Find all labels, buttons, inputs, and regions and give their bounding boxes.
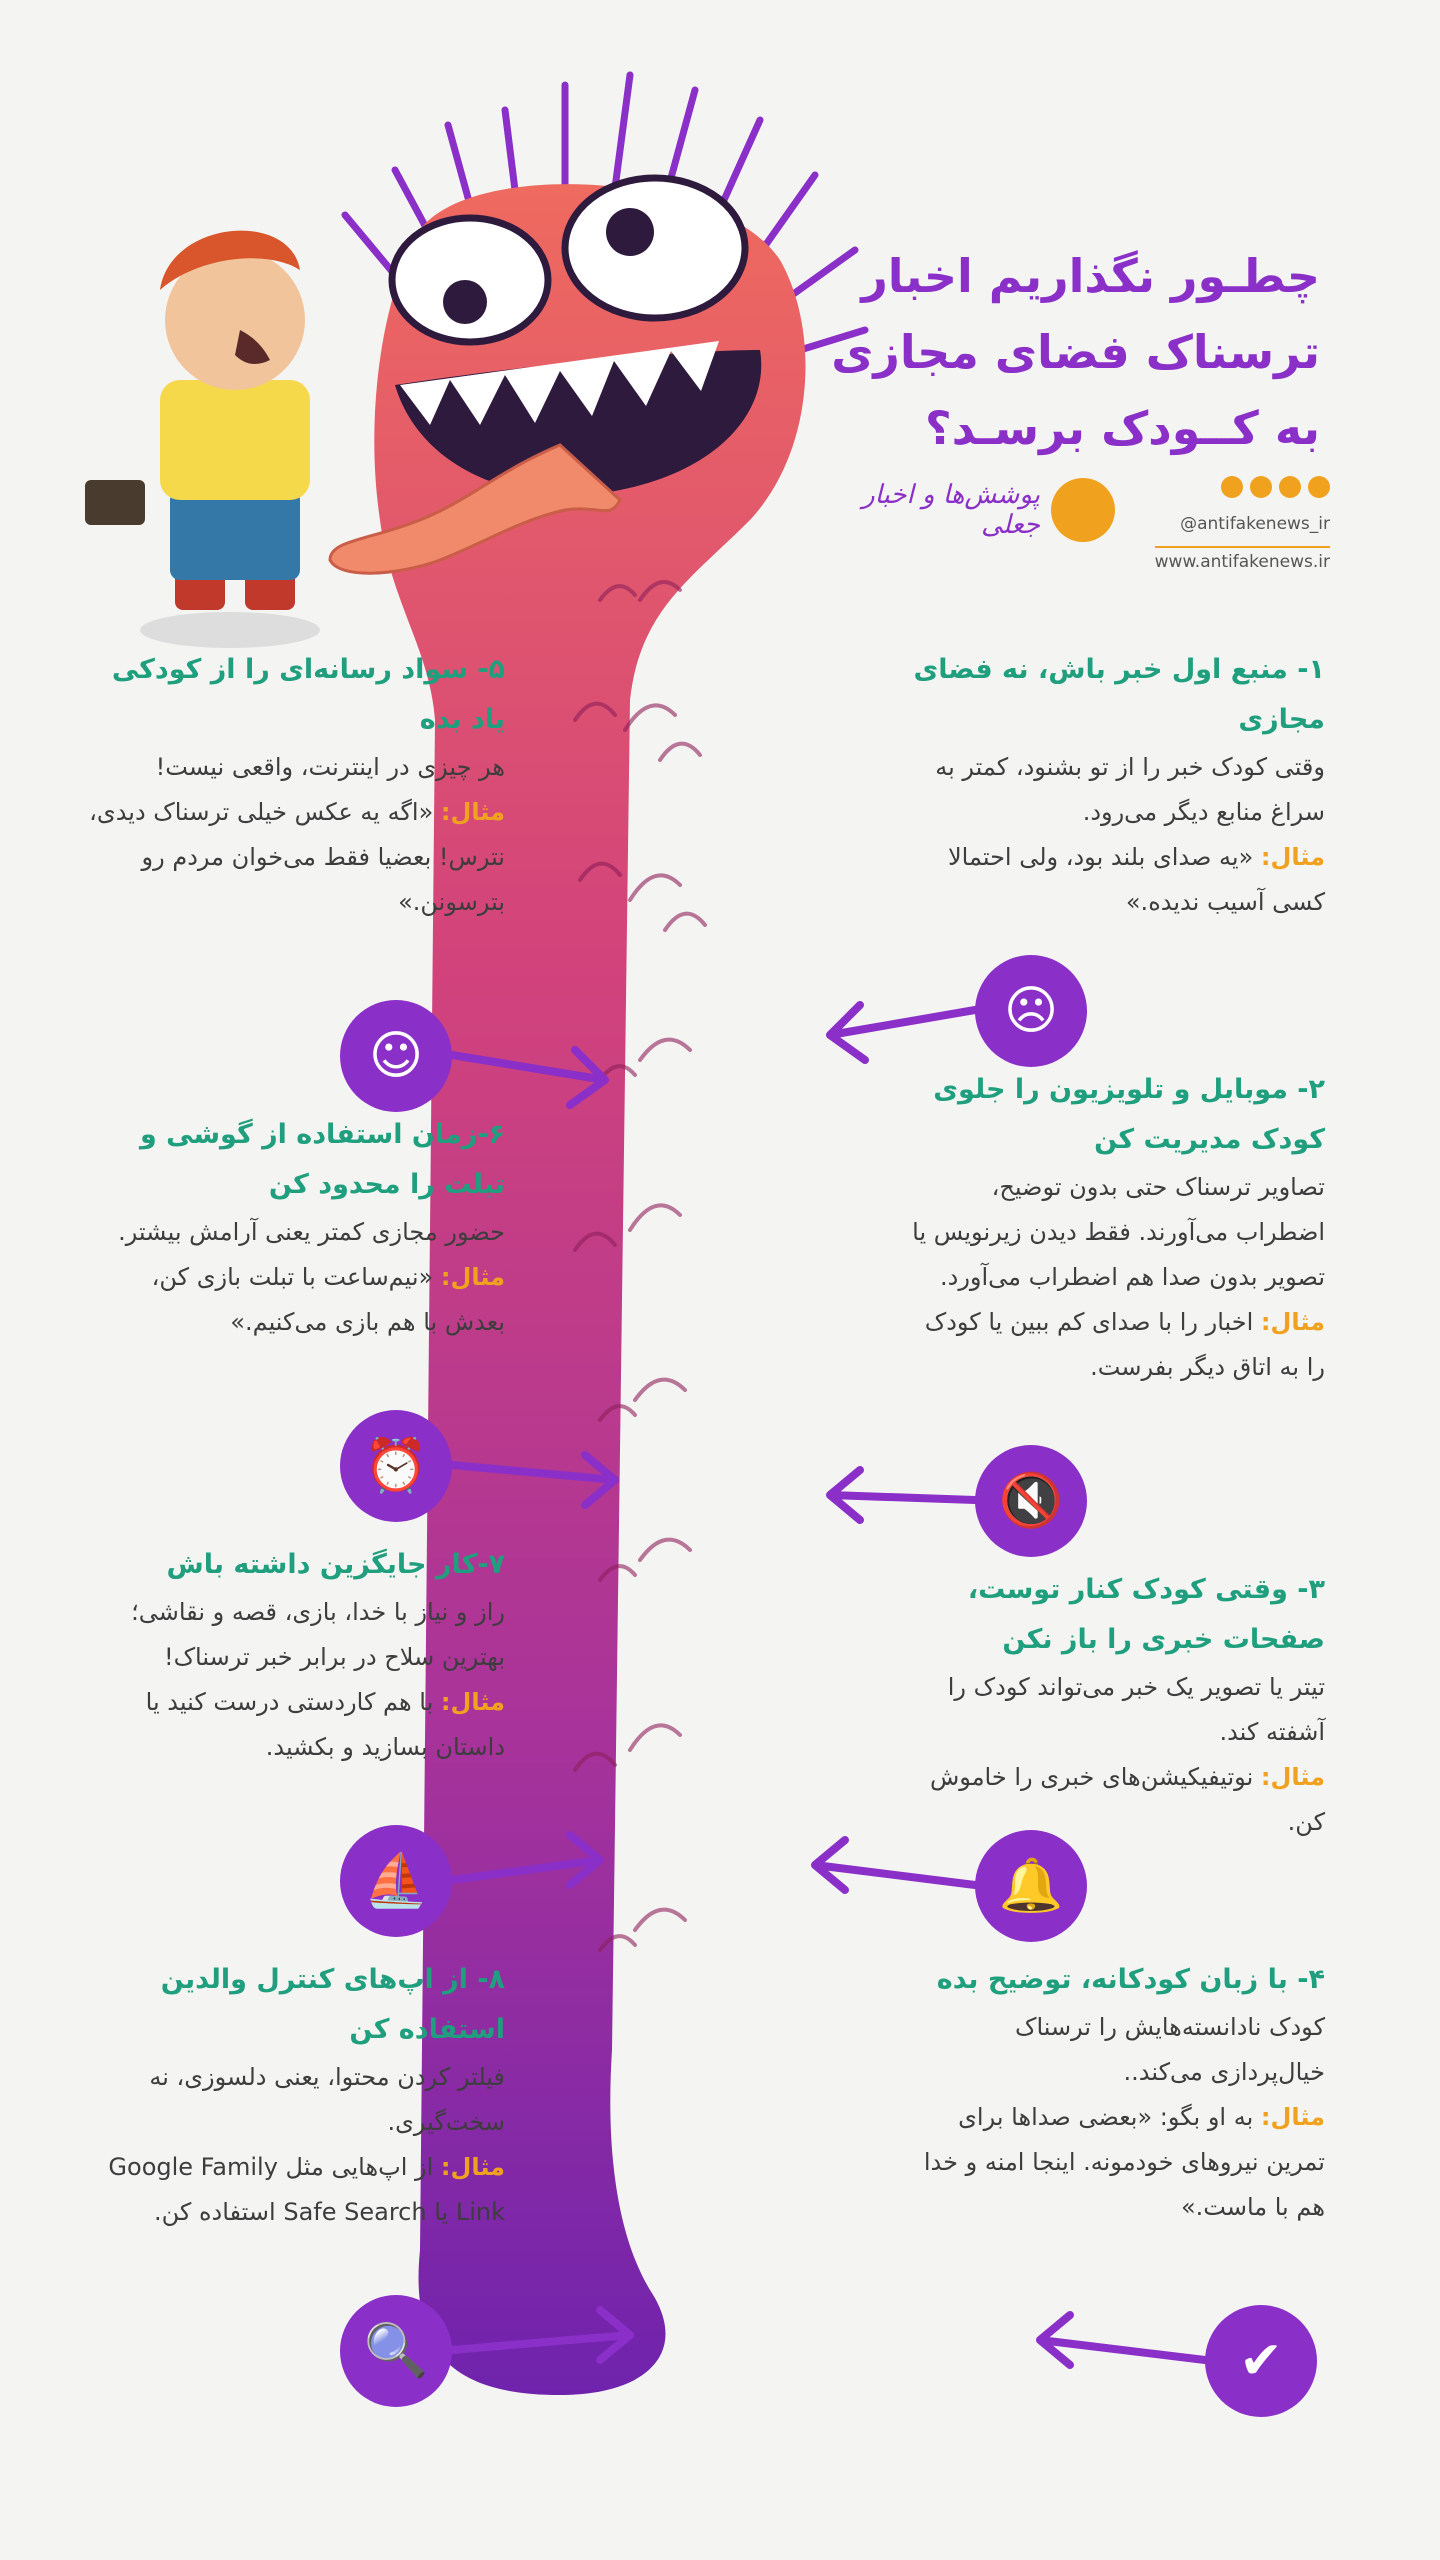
section-body: وقتی کودک خبر را از تو بشنود، کمتر به سراغ منابع دیگر می‌رود. bbox=[935, 753, 1325, 826]
section-heading: ۳- وقتی کودک کنار توست، صفحات خبری را باز نکن bbox=[967, 1574, 1325, 1655]
title-line-2: ترسناک فضای مجازی bbox=[831, 325, 1320, 379]
example-label: مثال: bbox=[440, 1688, 505, 1716]
logo-text: پوشش‌ها و اخبار جعلی bbox=[862, 480, 1040, 540]
example-text: «یه صدای بلند بود، ولی احتمالا کسی آسیب ندیده.» bbox=[947, 843, 1325, 916]
example-text: «اگه یه عکس خیلی ترسناک دیدی، نترس! بعضیا فقط می‌خوان مردم رو بترسونن.» bbox=[89, 798, 505, 916]
section-heading: ۸- از اپ‌های کنترل والدین استفاده کن bbox=[160, 1964, 505, 2045]
example-text: «نیم‌ساعت با تبلت بازی کن، بعدش با هم بازی می‌کنیم.» bbox=[151, 1263, 505, 1336]
example-label: مثال: bbox=[1260, 1763, 1325, 1791]
example-label: مثال: bbox=[440, 798, 505, 826]
section-body: تصاویر ترسناک حتی بدون توضیح، اضطراب می‌آورند. فقط دیدن زیرنویس یا تصویر بدون صدا هم اضطراب می‌آورد. bbox=[912, 1173, 1325, 1291]
mute-icon: 🔇 bbox=[975, 1445, 1087, 1557]
example-label: مثال: bbox=[1260, 2103, 1325, 2131]
example-label: مثال: bbox=[1260, 843, 1325, 871]
tv-face-icon: ☺ bbox=[340, 1000, 452, 1112]
section-heading: ۴- با زبان کودکانه، توضیح بده bbox=[936, 1964, 1325, 1995]
section-body: هر چیزی در اینترنت، واقعی نیست! bbox=[155, 753, 505, 781]
example-text: اخبار را با صدای کم ببین یا کودک را به اتاق دیگر بفرست. bbox=[924, 1308, 1325, 1381]
title-line-1: چطـور نگذاریم اخبار bbox=[861, 249, 1320, 303]
section-heading: ۷-کار جایگزین داشته باش bbox=[166, 1549, 505, 1580]
example-label: مثال: bbox=[440, 2153, 505, 2181]
section-body: تیتر یا تصویر یک خبر می‌تواند کودک را آشفته کند. bbox=[947, 1673, 1325, 1746]
section-body: فیلتر کردن محتوا، یعنی دلسوزی، نه سخت‌گیری. bbox=[149, 2063, 505, 2136]
example-text: به او بگو: «بعضی صداها برای تمرین نیروهای خودمونه. اینجا امنه و خدا هم با ماست.» bbox=[923, 2103, 1325, 2221]
social-handle[interactable]: @antifakenews_ir bbox=[1180, 514, 1330, 534]
example-label: مثال: bbox=[440, 1263, 505, 1291]
website-link[interactable]: www.antifakenews.ir bbox=[1155, 546, 1330, 572]
section-heading: ۵- سواد رسانه‌ای را از کودکی یاد بده bbox=[111, 654, 505, 735]
title-line-3: به کــودک برسـد؟ bbox=[924, 401, 1320, 455]
search-check-icon: 🔍 bbox=[340, 2295, 452, 2407]
scared-face-icon: ☹ bbox=[975, 955, 1087, 1067]
section-heading: ۱- منبع اول خبر باش، نه فضای مجازی bbox=[913, 654, 1325, 735]
example-text: نوتیفیکیشن‌های خبری را خاموش کن. bbox=[930, 1763, 1325, 1836]
paper-boat-icon: ⛵ bbox=[340, 1825, 452, 1937]
section-body: کودک نادانسته‌هایش را ترسناک خیال‌پردازی می‌کند.. bbox=[1015, 2013, 1325, 2086]
bell-icon: 🔔 bbox=[975, 1830, 1087, 1942]
alarm-clock-icon: ⏰ bbox=[340, 1410, 452, 1522]
section-body: راز و نیاز با خدا، بازی، قصه و نقاشی؛ بهترین سلاح در برابر خبر ترسناک! bbox=[131, 1598, 505, 1671]
section-heading: ۶-زمان استفاده از گوشی و تبلت را محدود کن bbox=[139, 1119, 505, 1200]
section-body: حضور مجازی کمتر یعنی آرامش بیشتر. bbox=[118, 1218, 505, 1246]
section-heading: ۲- موبایل و تلویزیون را جلوی کودک مدیریت کن bbox=[933, 1074, 1325, 1155]
example-text: با هم کاردستی درست کنید یا داستان بسازید و بکشید. bbox=[145, 1688, 505, 1761]
example-label: مثال: bbox=[1260, 1308, 1325, 1336]
location-check-icon: ✔ bbox=[1205, 2305, 1317, 2417]
example-text: از اپ‌هایی مثل Google Family Link یا Safe Search استفاده کن. bbox=[108, 2153, 505, 2226]
